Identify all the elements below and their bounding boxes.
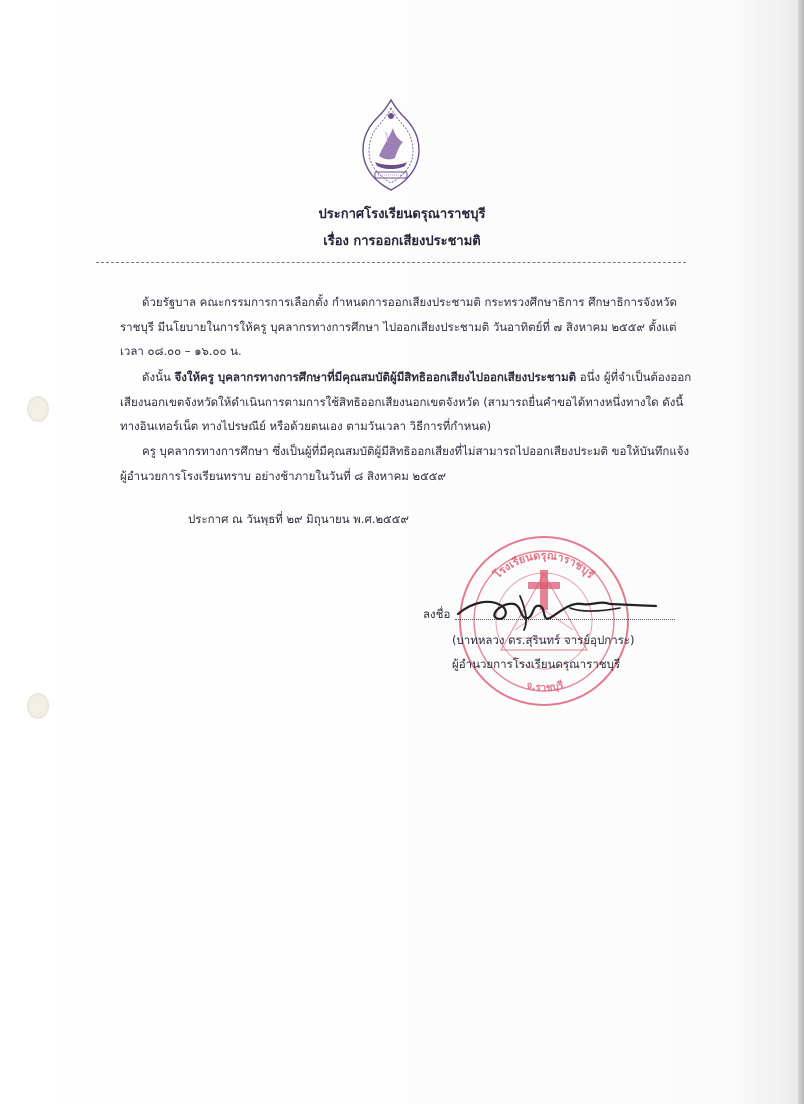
paragraph-1	[120, 290, 695, 364]
svg-text:จ.ราชบุรี	[525, 679, 566, 694]
signature-label-text: ลงชื่อ	[423, 607, 451, 621]
page-edge-shadow	[798, 0, 804, 1104]
paragraph-3-text: ครู บุคลากรทางการศึกษา ซึ่งเป็นผู้ที่มีคุณสมบัติผู้มีสิทธิออกเสียงที่ไม่สามารถไปออกเสียงประมติ ขอให้บันทึกแจ้งผู้อำนวยการโรงเรียนทราบ อย่างช้าภายในวันที่ ๘ สิงหาคม ๒๕๕๙	[120, 444, 690, 483]
seal-top-text: โรงเรียนดรุณาราชบุรี	[491, 549, 597, 582]
header-divider	[96, 262, 686, 263]
seal-bottom-text: จ.ราชบุรี	[524, 679, 566, 694]
signature-label	[423, 606, 450, 624]
announcement-date: ประกาศ ณ วันพุธที่ ๒๙ มิถุนายน พ.ศ.๒๕๕๙	[188, 512, 409, 526]
punch-hole-icon	[27, 396, 49, 422]
signer-name: (บาทหลวง ดร.สุรินทร์ จารย์อุปการะ)	[452, 633, 635, 647]
signer-title: ผู้อำนวยการโรงเรียนดรุณาราชบุรี	[452, 657, 621, 671]
paragraph-2-rest: อนึ่ง ผู้ที่จำเป็นต้องออกเสียงนอกเขตจังหวัดให้ดำเนินการตามการใช้สิทธิออกเสียงนอกเขตจังหวัด (สามารถยื่นคำขอได้ทางหนึ่งทางใด ดังนี้ ทางอินเทอร์เน็ต ทางไปรษณีย์ หรือด้วยตนเอง ตามวันเวลา วิธีการที่กำหนด)	[120, 370, 692, 433]
subject-title: เรื่อง การออกเสียงประชามติ	[323, 234, 481, 249]
paragraph-2-lead: ดังนั้น	[142, 370, 171, 384]
paragraph-3	[120, 439, 695, 488]
announcement-title: ประกาศโรงเรียนดรุณาราชบุรี	[318, 207, 486, 222]
school-emblem-icon	[355, 96, 427, 196]
paragraph-2	[120, 365, 695, 439]
punch-hole-icon	[27, 693, 49, 719]
signature-icon	[450, 578, 660, 638]
paragraph-1-text: ด้วยรัฐบาล คณะกรรมการการเลือกตั้ง กำหนดการออกเสียงประชามติ กระทรวงศึกษาธิการ ศึกษาธิการจังหวัดราชบุรี มีนโยบายในการให้ครู บุคลากรทางการศึกษา ไปออกเสียงประชามติ วันอาทิตย์ที่ ๗ สิงหาคม ๒๕๕๙ ตั้งแต่เวลา ๐๘.๐๐ – ๑๖.๐๐ น.	[120, 295, 677, 358]
paragraph-2-bold: จึงให้ครู บุคลากรทางการศึกษาที่มีคุณสมบัติผู้มีสิทธิออกเสียงไปออกเสียงประชามติ	[174, 370, 577, 384]
